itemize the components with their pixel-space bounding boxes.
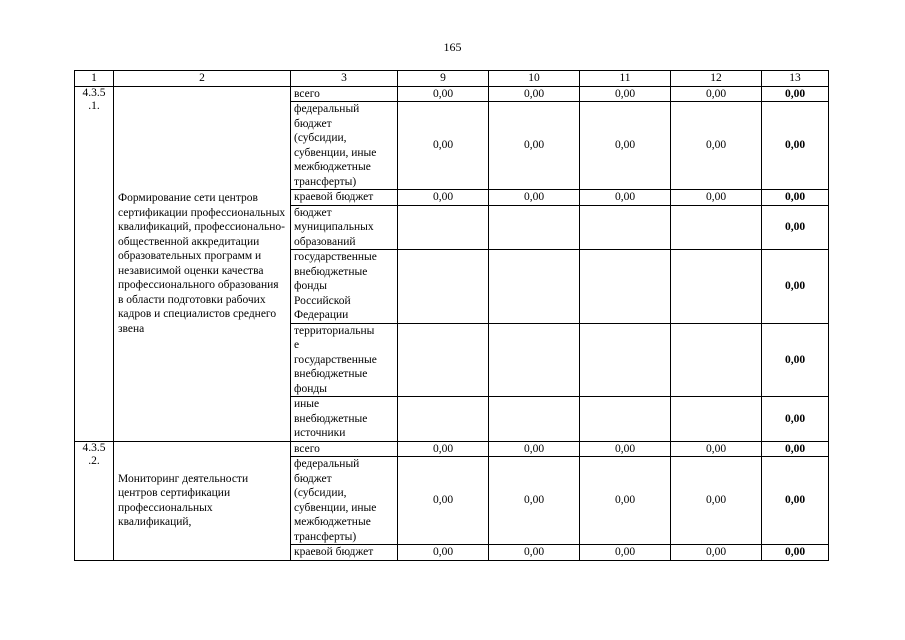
- funding-source: федеральный бюджет (субсидии, субвенции, иные межбюджетные трансферты): [291, 102, 398, 190]
- value-cell: 0,00: [580, 86, 671, 102]
- funding-source: государственные внебюджетные фонды Российской Федерации: [291, 250, 398, 324]
- total-cell: 0,00: [762, 397, 829, 442]
- header-row: [75, 71, 829, 87]
- header-cell: 13: [762, 71, 829, 87]
- total-cell: 0,00: [762, 102, 829, 190]
- value-cell: 0,00: [671, 86, 762, 102]
- funding-source: бюджет муниципальных образований: [291, 205, 398, 250]
- header-cell: 2: [114, 71, 291, 87]
- value-cell: [398, 323, 489, 397]
- value-cell: [671, 205, 762, 250]
- value-cell: 0,00: [398, 457, 489, 545]
- total-cell: 0,00: [762, 205, 829, 250]
- value-cell: 0,00: [398, 545, 489, 561]
- value-cell: 0,00: [580, 190, 671, 206]
- table-row: [75, 86, 829, 102]
- total-cell: 0,00: [762, 323, 829, 397]
- value-cell: 0,00: [398, 190, 489, 206]
- value-cell: 0,00: [671, 190, 762, 206]
- value-cell: 0,00: [580, 545, 671, 561]
- total-cell: 0,00: [762, 250, 829, 324]
- total-cell: 0,00: [762, 457, 829, 545]
- value-cell: 0,00: [489, 441, 580, 457]
- value-cell: [489, 250, 580, 324]
- funding-source: федеральный бюджет (субсидии, субвенции, иные межбюджетные трансферты): [291, 457, 398, 545]
- value-cell: [580, 323, 671, 397]
- total-cell: 0,00: [762, 190, 829, 206]
- header-cell: 9: [398, 71, 489, 87]
- header-cell: 10: [489, 71, 580, 87]
- header-cell: 11: [580, 71, 671, 87]
- value-cell: [671, 323, 762, 397]
- funding-source: всего: [291, 86, 398, 102]
- table-row: [75, 441, 829, 457]
- value-cell: 0,00: [671, 545, 762, 561]
- value-cell: 0,00: [489, 545, 580, 561]
- value-cell: [398, 397, 489, 442]
- value-cell: [671, 250, 762, 324]
- value-cell: 0,00: [489, 102, 580, 190]
- value-cell: 0,00: [671, 441, 762, 457]
- section-name: Мониторинг деятельности центров сертификации профессиональных квалификаций,: [114, 441, 291, 560]
- value-cell: [489, 323, 580, 397]
- section-code: 4.3.5 .1.: [75, 86, 114, 441]
- funding-source: территориальны е государственные внебюджетные фонды: [291, 323, 398, 397]
- value-cell: [489, 397, 580, 442]
- header-cell: 12: [671, 71, 762, 87]
- total-cell: 0,00: [762, 86, 829, 102]
- value-cell: [580, 397, 671, 442]
- value-cell: 0,00: [489, 457, 580, 545]
- total-cell: 0,00: [762, 545, 829, 561]
- value-cell: [398, 205, 489, 250]
- header-cell: 1: [75, 71, 114, 87]
- value-cell: 0,00: [398, 86, 489, 102]
- value-cell: 0,00: [489, 190, 580, 206]
- funding-source: иные внебюджетные источники: [291, 397, 398, 442]
- value-cell: 0,00: [580, 457, 671, 545]
- funding-source: краевой бюджет: [291, 545, 398, 561]
- value-cell: [580, 250, 671, 324]
- section-code: 4.3.5 .2.: [75, 441, 114, 560]
- funding-source: всего: [291, 441, 398, 457]
- section-name: Формирование сети центров сертификации профессиональных квалификаций, профессионально-общественной аккредитации образовательных программ и независимой оценки качества профессионального образования в области подготовки рабочих кадров и специалистов среднего звена: [114, 86, 291, 441]
- total-cell: 0,00: [762, 441, 829, 457]
- value-cell: 0,00: [671, 102, 762, 190]
- value-cell: [671, 397, 762, 442]
- page-number: 165: [443, 40, 462, 54]
- value-cell: 0,00: [398, 441, 489, 457]
- value-cell: [398, 250, 489, 324]
- funding-source: краевой бюджет: [291, 190, 398, 206]
- value-cell: 0,00: [489, 86, 580, 102]
- budget-table: [74, 70, 829, 561]
- value-cell: [489, 205, 580, 250]
- value-cell: 0,00: [671, 457, 762, 545]
- value-cell: [580, 205, 671, 250]
- value-cell: 0,00: [398, 102, 489, 190]
- value-cell: 0,00: [580, 441, 671, 457]
- header-cell: 3: [291, 71, 398, 87]
- value-cell: 0,00: [580, 102, 671, 190]
